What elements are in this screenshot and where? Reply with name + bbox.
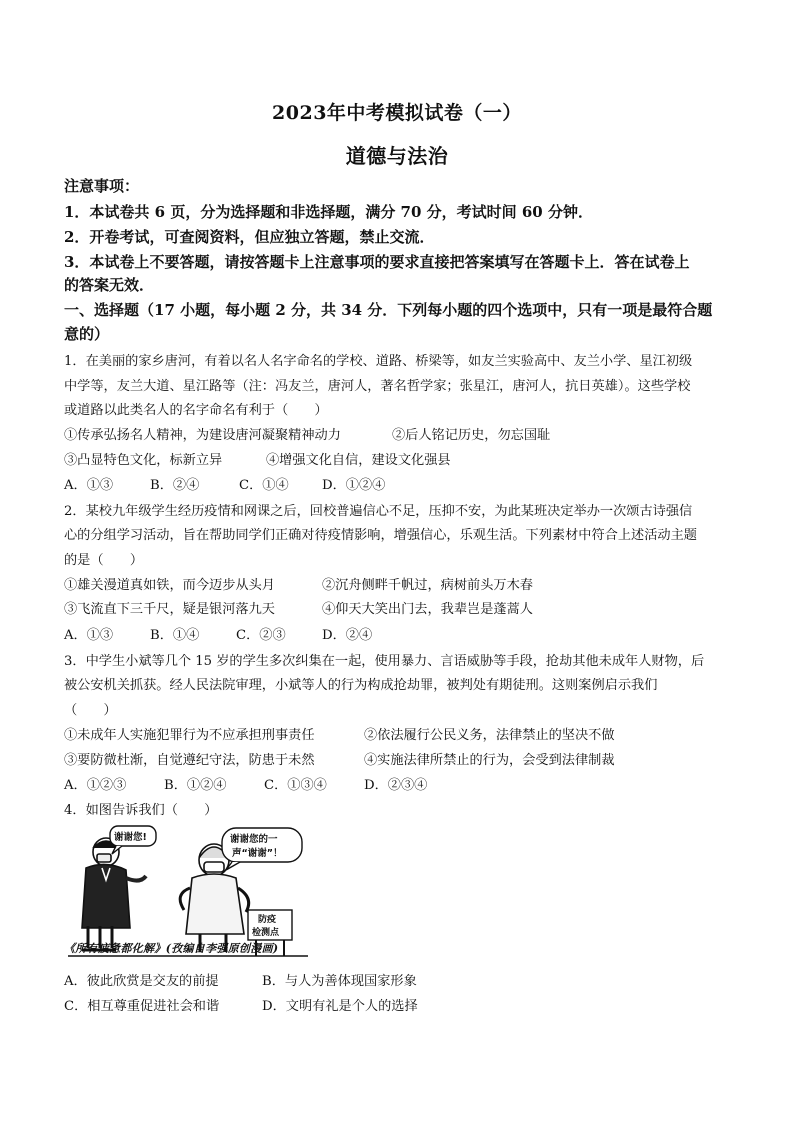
q1-items-row-1 bbox=[64, 424, 740, 443]
q3-item-4: ④实施法律所禁止的行为，会受到法律制裁 bbox=[364, 753, 615, 768]
comic-right-bubble-text-1: 谢谢您的一 bbox=[230, 834, 278, 845]
q1-items-row-2 bbox=[64, 449, 740, 468]
q3-item-1: ①未成年人实施犯罪行为不应承担刑事责任 bbox=[64, 728, 315, 743]
q4-option-c: C．相互尊重促进社会和谐 bbox=[64, 999, 220, 1014]
comic-left-bubble bbox=[110, 826, 156, 854]
q4-stem: 4．如图告诉我们（ ） bbox=[64, 803, 218, 818]
notice-item-1: 1．本试卷共 6 页，分为选择题和非选择题，满分 70 分，考试时间 60 分钟． bbox=[64, 203, 593, 221]
q2-options bbox=[64, 624, 740, 643]
notice-item-3: 3．本试卷上不要答题，请按答题卡上注意事项的要求直接把答案填写在答题卡上．答在试卷上 bbox=[64, 253, 690, 271]
comic-sign-text-1: 防疫 bbox=[258, 915, 277, 925]
q3-stem-3: （ ） bbox=[64, 703, 117, 718]
q1-stem-1: 1．在美丽的家乡唐河，有着以名人名字命名的学校、道路、桥梁等，如友兰实验高中、友兰小学、星江初级 bbox=[64, 354, 693, 369]
q3-stem-1: 3．中学生小斌等几个 15 岁的学生多次纠集在一起，使用暴力、言语威胁等手段，抢劫其他未成年人财物，后 bbox=[64, 654, 705, 669]
q3-items-row-1 bbox=[64, 724, 740, 743]
q2-option-b: B．①④ bbox=[150, 628, 200, 643]
q1-option-a: A．①③ bbox=[64, 478, 114, 493]
q3-item-3: ③要防微杜渐，自觉遵纪守法，防患于未然 bbox=[64, 753, 315, 768]
q1-item-2: ②后人铭记历史，勿忘国耻 bbox=[392, 428, 551, 443]
q4-option-d: D．文明有礼是个人的选择 bbox=[262, 999, 418, 1014]
q2-option-a: A．①③ bbox=[64, 628, 114, 643]
subject-title: 道德与法治 bbox=[345, 144, 449, 168]
q3-option-a: A．①②③ bbox=[64, 778, 127, 793]
q3-stem-2: 被公安机关抓获。经人民法院审理，小斌等人的行为构成抢劫罪，被判处有期徒刑。这则案例启示我们 bbox=[64, 678, 658, 693]
q3-option-c: C．①③④ bbox=[264, 778, 327, 793]
q2-option-d: D．②④ bbox=[322, 628, 373, 643]
q3-options bbox=[64, 774, 740, 793]
q2-stem-3: 的是（ ） bbox=[64, 553, 144, 568]
exam-title: 2023年中考模拟试卷（一） bbox=[272, 102, 522, 124]
q4-option-b: B．与人为善体现国家形象 bbox=[262, 974, 417, 989]
q1-item-4: ④增强文化自信，建设文化强县 bbox=[266, 453, 451, 468]
q4-options-row-1 bbox=[64, 970, 740, 989]
notice-item-3-cont: 的答案无效． bbox=[64, 276, 155, 294]
q1-item-3: ③凸显特色文化，标新立异 bbox=[64, 453, 223, 468]
q2-stem-2: 心的分组学习活动，旨在帮助同学们正确对待疫情影响，增强信心，乐观生活。下列素材中符合上述活动主题 bbox=[64, 528, 697, 543]
q2-item-2: ②沉舟侧畔千帆过，病树前头万木春 bbox=[322, 578, 533, 593]
comic-right-bubble bbox=[222, 828, 302, 870]
q4-options-row-2 bbox=[64, 995, 740, 1014]
comic-caption: 《所有疲惫都化解》(孜编自李强原创漫画) bbox=[64, 942, 279, 955]
q3-item-2: ②依法履行公民义务，法律禁止的坚决不做 bbox=[364, 728, 615, 743]
q1-options bbox=[64, 474, 740, 493]
q3-option-d: D．②③④ bbox=[364, 778, 428, 793]
q2-items-row-1 bbox=[64, 574, 740, 593]
q1-option-b: B．②④ bbox=[150, 478, 200, 493]
comic-sign-text-2: 检测点 bbox=[252, 928, 280, 938]
section-heading-cont: 意的） bbox=[64, 325, 110, 343]
comic-left-figure bbox=[82, 838, 146, 950]
q2-items-row-2 bbox=[64, 598, 740, 617]
notice-item-2: 2．开卷考试，可查阅资料，但应独立答题，禁止交流． bbox=[64, 228, 435, 246]
comic-left-bubble-text: 谢谢您! bbox=[114, 832, 147, 843]
comic-right-bubble-text-2: 声“谢谢”！ bbox=[232, 848, 283, 859]
q1-option-d: D．①②④ bbox=[322, 478, 386, 493]
q1-option-c: C．①④ bbox=[239, 478, 289, 493]
q2-item-3: ③飞流直下三千尺，疑是银河落九天 bbox=[64, 602, 275, 617]
q2-stem-1: 2．某校九年级学生经历疫情和网课之后，回校普遍信心不足，压抑不安，为此某班决定举办一次颂古诗强信 bbox=[64, 504, 693, 519]
q4-option-a: A．彼此欣赏是交友的前提 bbox=[64, 974, 219, 989]
q1-item-1: ①传承弘扬名人精神，为建设唐河凝聚精神动力 bbox=[64, 428, 341, 443]
q2-item-4: ④仰天大笑出门去，我辈岂是蓬蒿人 bbox=[322, 602, 533, 617]
comic-illustration bbox=[64, 818, 314, 960]
q1-stem-2: 中学等，友兰大道、星江路等（注：冯友兰，唐河人，著名哲学家；张星江，唐河人，抗日英雄）。这些学校 bbox=[64, 379, 691, 394]
q1-stem-3: 或道路以此类名人的名字命名有利于（ ） bbox=[64, 403, 328, 418]
notice-heading: 注意事项： bbox=[64, 177, 140, 195]
q3-option-b: B．①②④ bbox=[164, 778, 227, 793]
q3-items-row-2 bbox=[64, 749, 740, 768]
q2-item-1: ①雄关漫道真如铁，而今迈步从头月 bbox=[64, 578, 275, 593]
section-heading: 一、选择题（17 小题，每小题 2 分，共 34 分．下列每小题的四个选项中，只有一项是最符合题 bbox=[64, 301, 713, 319]
q2-option-c: C．②③ bbox=[236, 628, 286, 643]
